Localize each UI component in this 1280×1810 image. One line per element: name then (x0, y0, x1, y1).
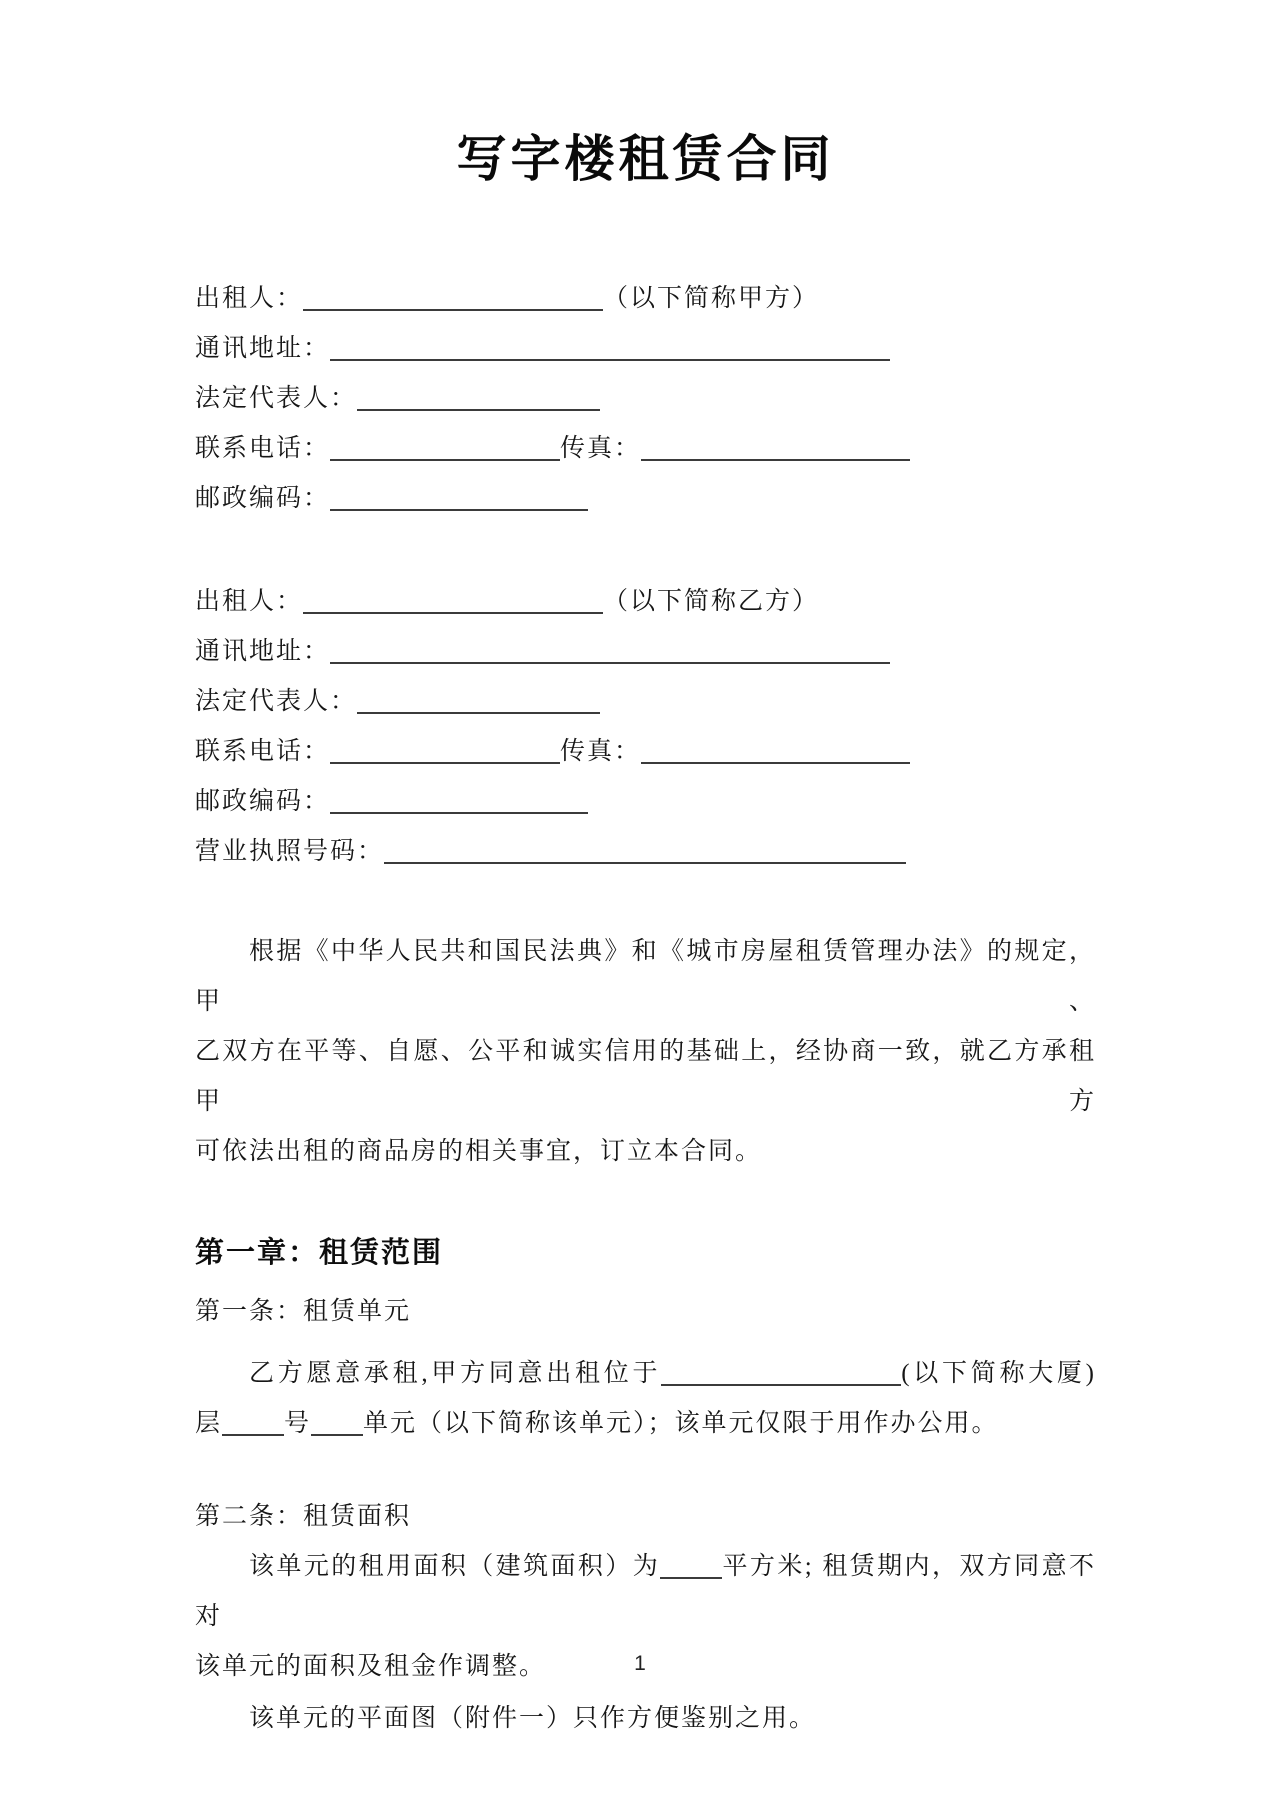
article-2-line-1-text: 该单元的租用面积（建筑面积）为 (249, 1553, 661, 1580)
party-b-license-blank (384, 836, 906, 864)
fax-label: 传真： (560, 435, 642, 462)
party-b-legal-rep-blank (357, 686, 600, 714)
party-b-alias-label: （以下简称乙方） (603, 588, 820, 615)
party-b-block (195, 577, 1096, 877)
address-label: 通讯地址： (195, 335, 331, 362)
address-label: 通讯地址： (195, 638, 331, 665)
page-number: 1 (634, 1652, 646, 1675)
preamble-line-2: 乙双方在平等、自愿、公平和诚实信用的基础上，经协商一致，就乙方承租甲方 (195, 1038, 1096, 1115)
legal-rep-label: 法定代表人： (195, 385, 358, 412)
party-b-address-blank (330, 636, 890, 664)
party-b-postal-row (195, 777, 1096, 827)
lessor-label: 出租人： (195, 588, 304, 615)
fax-label: 传真： (560, 738, 642, 765)
legal-rep-label: 法定代表人： (195, 688, 358, 715)
party-b-license-row (195, 827, 1096, 877)
party-b-legal-rep-row (195, 677, 1096, 727)
postal-label: 邮政编码： (195, 485, 331, 512)
article-1-line-2-text: 单元（以下简称该单元）；该单元仅限于用作办公用。 (363, 1410, 999, 1437)
preamble-line-1: 根据《中华人民共和国民法典》和《城市房屋租赁管理办法》的规定，甲、 (195, 938, 1096, 1015)
article-1-paragraph (195, 1349, 1096, 1449)
article-1-heading: 第一条：租赁单元 (195, 1298, 412, 1325)
party-b-phone-row (195, 727, 1096, 777)
party-a-legal-rep-blank (357, 383, 600, 411)
party-a-phone-row (195, 424, 1096, 474)
chapter-1-heading: 第一章：租赁范围 (195, 1237, 444, 1269)
floor-label: 层 (195, 1410, 223, 1437)
party-a-name-blank (303, 283, 603, 311)
article-1-line-1-text: 乙方愿意承租,甲方同意出租位于 (249, 1360, 662, 1387)
party-b-name-blank (303, 586, 603, 614)
article-2-line-1 (195, 1542, 1096, 1642)
party-b-postal-blank (330, 786, 588, 814)
party-b-phone-blank (330, 736, 560, 764)
unit-no-blank (311, 1408, 363, 1436)
party-a-postal-row (195, 474, 1096, 524)
floor-blank (222, 1408, 284, 1436)
article-2-heading: 第二条：租赁面积 (195, 1503, 412, 1530)
preamble-line-3: 可依法出租的商品房的相关事宜，订立本合同。 (195, 1138, 763, 1165)
party-a-lessor-row (195, 274, 1096, 324)
area-blank (660, 1551, 722, 1579)
party-a-phone-blank (330, 433, 560, 461)
party-a-postal-blank (330, 483, 588, 511)
building-location-blank (661, 1358, 901, 1386)
license-label: 营业执照号码： (195, 838, 385, 865)
phone-label: 联系电话： (195, 738, 331, 765)
building-alias-label: (以下简称大厦) (901, 1360, 1096, 1387)
unit-no-label: 号 (284, 1410, 312, 1437)
article-2-line-3: 该单元的平面图（附件一）只作方便鉴别之用。 (249, 1705, 817, 1732)
party-a-block (195, 274, 1096, 524)
article-1-line-1 (195, 1349, 1096, 1399)
party-a-alias-label: （以下简称甲方） (603, 285, 820, 312)
party-b-lessor-row (195, 577, 1096, 627)
party-a-address-row (195, 324, 1096, 374)
document-title: 写字楼租赁合同 (456, 131, 835, 187)
party-b-fax-blank (641, 736, 910, 764)
article-2-line-2: 该单元的面积及租金作调整。 (195, 1653, 547, 1680)
article-2-paragraph-2 (195, 1694, 1096, 1744)
party-a-address-blank (330, 333, 890, 361)
party-a-fax-blank (641, 433, 910, 461)
article-1-line-2 (195, 1399, 1096, 1449)
lessor-label: 出租人： (195, 285, 304, 312)
party-a-legal-rep-row (195, 374, 1096, 424)
preamble-paragraph (195, 927, 1096, 1177)
article-2-line-1-text-after: 平方米; 租赁期内，双方同意不对 (195, 1553, 1096, 1630)
phone-label: 联系电话： (195, 435, 331, 462)
party-b-address-row (195, 627, 1096, 677)
postal-label: 邮政编码： (195, 788, 331, 815)
